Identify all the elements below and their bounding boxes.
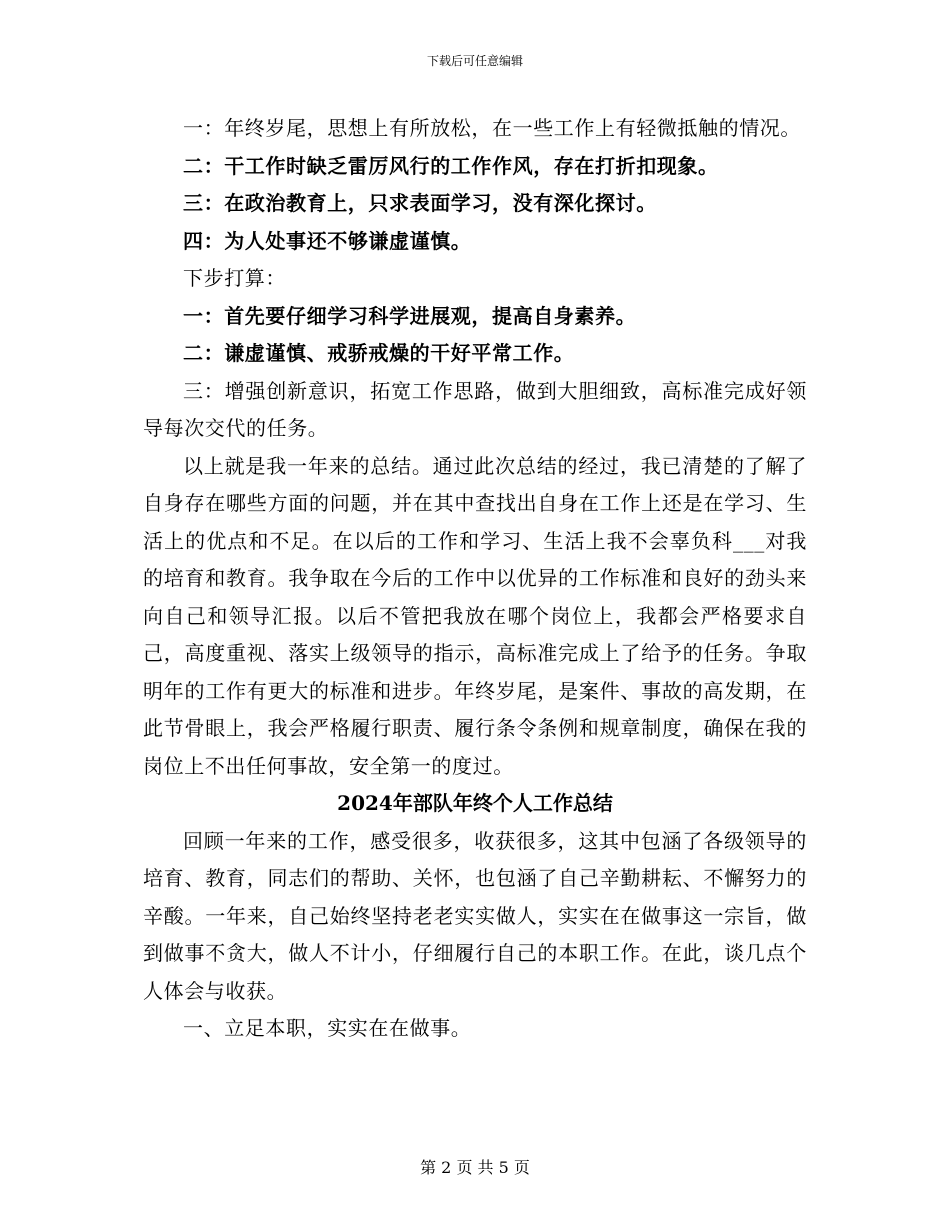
paragraph: 回顾一年来的工作，感受很多，收获很多，这其中包涵了各级领导的培育、教育，同志们的帮助、关怀，也包涵了自己辛勤耕耘、不懈努力的辛酸。一年来，自己始终坚持老老实实做人，实实在在做事这一宗旨，做到做事不贪大，做人不计小，仔细履行自己的本职工作。在此，谈几点个人体会与收获。 — [143, 828, 807, 1003]
paragraph: 四：为人处事还不够谦虚谨慎。 — [183, 228, 472, 253]
paragraph: 一、立足本职，实实在在做事。 — [183, 1016, 472, 1040]
paragraph: 以上就是我一年来的总结。通过此次总结的经过，我已清楚的了解了自身存在哪些方面的问题，并在其中查找出自身在工作上还是在学习、生活上的优点和不足。在以后的工作和学习、生活上我不会辜负科___对我的培育和教育。我争取在今后的工作中以优异的工作标准和良好的劲头来向自己和领导汇报。以后不管把我放在哪个岗位上，我都会严格要求自己，高度重视、落实上级领导的指示，高标准完成上了给予的任务。争取明年的工作有更大的标准和进步。年终岁尾，是案件、事故的高发期，在此节骨眼上，我会严格履行职责、履行条令条例和规章制度，确保在我的岗位上不出任何事故，安全第一的度过。 — [143, 453, 807, 778]
paragraph: 下步打算： — [183, 266, 286, 290]
page-header: 下载后可任意编辑 — [426, 54, 523, 68]
section-title: 2024年部队年终个人工作总结 — [337, 791, 613, 815]
document-body — [143, 110, 807, 1048]
paragraph: 一：年终岁尾，思想上有所放松，在一些工作上有轻微抵触的情况。 — [183, 116, 801, 140]
paragraph: 三：增强创新意识，拓宽工作思路，做到大胆细致，高标准完成好领导每次交代的任务。 — [143, 378, 807, 440]
paragraph: 一：首先要仔细学习科学进展观，提高自身素养。 — [183, 303, 637, 328]
paragraph: 二：谦虚谨慎、戒骄戒燥的干好平常工作。 — [183, 341, 575, 365]
paragraph: 三：在政治教育上，只求表面学习，没有深化探讨。 — [183, 191, 657, 215]
paragraph: 二：干工作时缺乏雷厉风行的工作作风，存在打折扣现象。 — [183, 153, 719, 178]
page-footer: 第 2 页 共 5 页 — [420, 1158, 530, 1177]
